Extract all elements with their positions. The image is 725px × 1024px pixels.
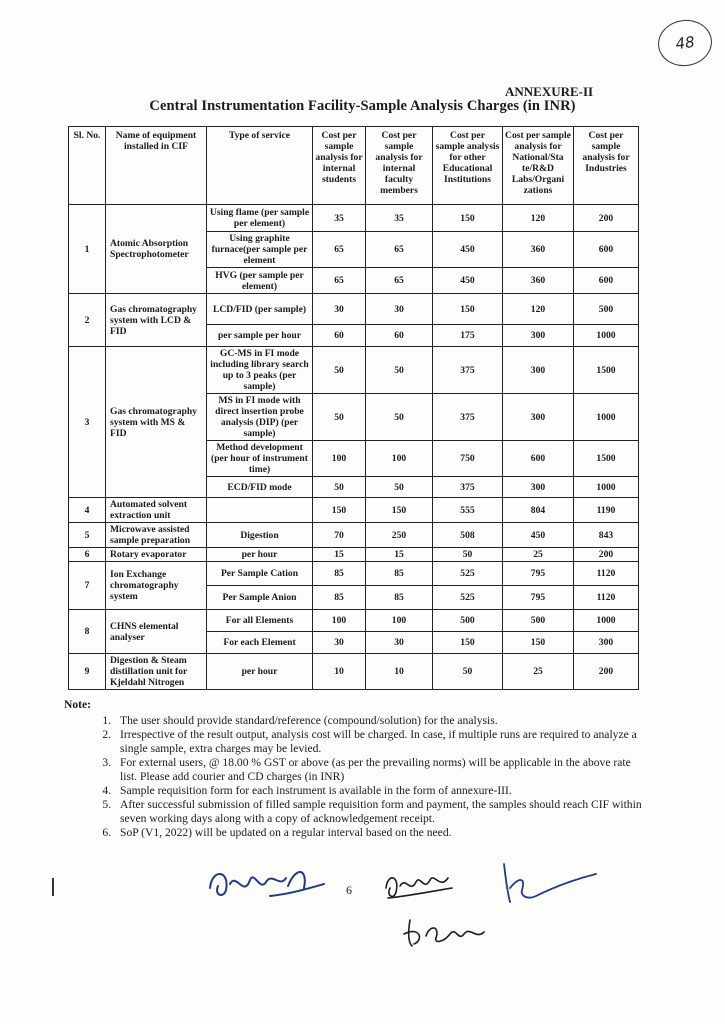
header-cell: Name of equipment installed in CIF <box>106 127 207 205</box>
serial-number-cell: 5 <box>69 523 106 548</box>
equipment-name-cell: Microwave assisted sample preparation <box>106 523 207 548</box>
cost-cell: 175 <box>433 325 503 347</box>
cost-cell: 100 <box>313 610 366 632</box>
cost-cell: 450 <box>503 523 574 548</box>
cost-cell: 525 <box>433 562 503 586</box>
service-type-cell: per hour <box>207 548 313 562</box>
service-type-cell: Digestion <box>207 523 313 548</box>
cost-cell: 300 <box>503 477 574 498</box>
service-type-cell: For all Elements <box>207 610 313 632</box>
service-type-cell: MS in FI mode with direct insertion probe analysis (DIP) (per sample) <box>207 394 313 441</box>
cost-cell: 1500 <box>574 441 639 477</box>
header-cell: Cost per sample analysis for Industries <box>574 127 639 205</box>
cost-cell: 65 <box>313 268 366 294</box>
cost-cell: 600 <box>503 441 574 477</box>
equipment-name-cell: Ion Exchange chromatography system <box>106 562 207 610</box>
equipment-name-cell: Atomic Absorption Spectrophotometer <box>106 205 207 294</box>
cost-cell: 600 <box>574 268 639 294</box>
cost-cell: 300 <box>503 347 574 394</box>
cost-cell: 85 <box>366 586 433 610</box>
charges-table <box>68 126 639 690</box>
cost-cell: 120 <box>503 205 574 232</box>
cost-cell: 25 <box>503 548 574 562</box>
table-row <box>69 498 639 523</box>
cost-cell: 35 <box>366 205 433 232</box>
cost-cell: 30 <box>366 632 433 654</box>
service-type-cell: Using graphite furnace(per sample per element <box>207 232 313 268</box>
cost-cell: 35 <box>313 205 366 232</box>
header-cell: Cost per sample analysis for National/Sta te/R&D Labs/Organi zations <box>503 127 574 205</box>
header-cell: Cost per sample analysis for internal students <box>313 127 366 205</box>
cost-cell: 600 <box>574 232 639 268</box>
service-type-cell: Using flame (per sample per element) <box>207 205 313 232</box>
equipment-name-cell: CHNS elemental analyser <box>106 610 207 654</box>
note-item: 2. Irrespective of the result output, analysis cost will be charged. In case, if multiple runs are required to analyze a single sample, extra charges may be levied. <box>114 728 644 756</box>
cost-cell: 508 <box>433 523 503 548</box>
notes-list <box>64 714 644 840</box>
notes-section <box>64 698 644 840</box>
cost-cell: 360 <box>503 232 574 268</box>
cost-cell: 200 <box>574 548 639 562</box>
signature-1 <box>200 858 330 908</box>
header-cell: Type of service <box>207 127 313 205</box>
cost-cell: 555 <box>433 498 503 523</box>
serial-number-cell: 9 <box>69 654 106 690</box>
table-row <box>69 205 639 232</box>
service-type-cell: GC-MS in FI mode including library search up to 3 peaks (per sample) <box>207 347 313 394</box>
cost-cell: 750 <box>433 441 503 477</box>
header-row <box>69 127 639 205</box>
note-item: 1. The user should provide standard/reference (compound/solution) for the analysis. <box>114 714 644 728</box>
service-type-cell: Per Sample Cation <box>207 562 313 586</box>
cost-cell: 150 <box>433 294 503 325</box>
cost-cell: 1190 <box>574 498 639 523</box>
cost-cell: 60 <box>366 325 433 347</box>
equipment-name-cell: Gas chromatography system with LCD & FID <box>106 294 207 347</box>
table-row <box>69 562 639 586</box>
cost-cell: 50 <box>366 347 433 394</box>
note-item: 6. SoP (V1, 2022) will be updated on a regular interval based on the need. <box>114 826 644 840</box>
cost-cell: 70 <box>313 523 366 548</box>
header-cell: Cost per sample analysis for internal faculty members <box>366 127 433 205</box>
equipment-name-cell: Rotary evaporator <box>106 548 207 562</box>
cost-cell: 500 <box>574 294 639 325</box>
equipment-name-cell: Digestion & Steam distillation unit for Kjeldahl Nitrogen <box>106 654 207 690</box>
cost-cell: 375 <box>433 394 503 441</box>
header-cell: Cost per sample analysis for other Educational Institutions <box>433 127 503 205</box>
cost-cell: 1000 <box>574 394 639 441</box>
cost-cell: 15 <box>366 548 433 562</box>
cost-cell: 150 <box>313 498 366 523</box>
cost-cell: 50 <box>433 654 503 690</box>
cost-cell: 1120 <box>574 562 639 586</box>
cost-cell: 150 <box>366 498 433 523</box>
service-type-cell: LCD/FID (per sample) <box>207 294 313 325</box>
cost-cell: 65 <box>366 268 433 294</box>
cost-cell: 250 <box>366 523 433 548</box>
table-body <box>69 205 639 690</box>
note-item: 4. Sample requisition form for each instrument is available in the form of annexure-III. <box>114 784 644 798</box>
cost-cell: 65 <box>313 232 366 268</box>
cost-cell: 150 <box>503 632 574 654</box>
service-type-cell: For each Element <box>207 632 313 654</box>
cost-cell: 50 <box>366 477 433 498</box>
cost-cell: 85 <box>313 562 366 586</box>
serial-number-cell: 2 <box>69 294 106 347</box>
cost-cell: 300 <box>503 325 574 347</box>
cost-cell: 85 <box>366 562 433 586</box>
cost-cell: 300 <box>503 394 574 441</box>
service-type-cell: HVG (per sample per element) <box>207 268 313 294</box>
table-row <box>69 294 639 325</box>
cost-cell: 30 <box>313 294 366 325</box>
table-row <box>69 523 639 548</box>
cost-cell: 450 <box>433 268 503 294</box>
header-cell: Sl. No. <box>69 127 106 205</box>
cost-cell: 375 <box>433 477 503 498</box>
service-type-cell: Method development (per hour of instrument time) <box>207 441 313 477</box>
cost-cell: 50 <box>313 347 366 394</box>
cost-cell: 65 <box>366 232 433 268</box>
cost-cell: 450 <box>433 232 503 268</box>
cost-cell: 100 <box>366 441 433 477</box>
cost-cell: 150 <box>433 632 503 654</box>
cost-cell: 300 <box>574 632 639 654</box>
cost-cell: 30 <box>366 294 433 325</box>
serial-number-cell: 3 <box>69 347 106 498</box>
table-row <box>69 654 639 690</box>
cost-cell: 843 <box>574 523 639 548</box>
table-row <box>69 610 639 632</box>
cost-cell: 50 <box>313 394 366 441</box>
cost-cell: 795 <box>503 562 574 586</box>
note-item: 5. After successful submission of filled sample requisition form and payment, the samples should reach CIF within seven working days along with a copy of acknowledgement receipt. <box>114 798 644 826</box>
signature-2 <box>378 862 458 907</box>
cost-cell: 804 <box>503 498 574 523</box>
cost-cell: 10 <box>366 654 433 690</box>
cost-cell: 200 <box>574 205 639 232</box>
cost-cell: 100 <box>313 441 366 477</box>
notes-heading: Note: <box>64 698 92 711</box>
cost-cell: 1000 <box>574 477 639 498</box>
footer-page-number: 6 <box>346 883 352 897</box>
table-row <box>69 347 639 394</box>
cost-cell: 500 <box>503 610 574 632</box>
serial-number-cell: 8 <box>69 610 106 654</box>
note-item: 3. For external users, @ 18.00 % GST or above (as per the prevailing norms) will be applicable in the above rate list. Please add courier and CD charges (in INR) <box>114 756 644 784</box>
cost-cell: 30 <box>313 632 366 654</box>
equipment-name-cell: Automated solvent extraction unit <box>106 498 207 523</box>
service-type-cell <box>207 498 313 523</box>
service-type-cell: per hour <box>207 654 313 690</box>
equipment-name-cell: Gas chromatography system with MS & FID <box>106 347 207 498</box>
document-title: Central Instrumentation Facility-Sample Analysis Charges (in INR) <box>149 98 576 114</box>
cost-cell: 25 <box>503 654 574 690</box>
cost-cell: 10 <box>313 654 366 690</box>
cost-cell: 1120 <box>574 586 639 610</box>
cost-cell: 795 <box>503 586 574 610</box>
cost-cell: 60 <box>313 325 366 347</box>
serial-number-cell: 6 <box>69 548 106 562</box>
cost-cell: 200 <box>574 654 639 690</box>
handwritten-page-mark: 48 <box>655 16 715 69</box>
cost-cell: 1000 <box>574 610 639 632</box>
cost-cell: 85 <box>313 586 366 610</box>
cost-cell: 50 <box>313 477 366 498</box>
serial-number-cell: 1 <box>69 205 106 294</box>
cost-cell: 120 <box>503 294 574 325</box>
table-row <box>69 548 639 562</box>
cost-cell: 150 <box>433 205 503 232</box>
service-type-cell: ECD/FID mode <box>207 477 313 498</box>
annexure-label: ANNEXURE-II <box>505 84 594 99</box>
serial-number-cell: 4 <box>69 498 106 523</box>
cost-cell: 525 <box>433 586 503 610</box>
cost-cell: 375 <box>433 347 503 394</box>
signature-4 <box>400 912 490 952</box>
cost-cell: 500 <box>433 610 503 632</box>
service-type-cell: per sample per hour <box>207 325 313 347</box>
cost-cell: 1500 <box>574 347 639 394</box>
cost-cell: 50 <box>433 548 503 562</box>
signature-3 <box>492 858 602 913</box>
serial-number-cell: 7 <box>69 562 106 610</box>
cost-cell: 50 <box>366 394 433 441</box>
margin-mark <box>52 878 54 896</box>
service-type-cell: Per Sample Anion <box>207 586 313 610</box>
cost-cell: 1000 <box>574 325 639 347</box>
cost-cell: 360 <box>503 268 574 294</box>
cost-cell: 15 <box>313 548 366 562</box>
cost-cell: 100 <box>366 610 433 632</box>
